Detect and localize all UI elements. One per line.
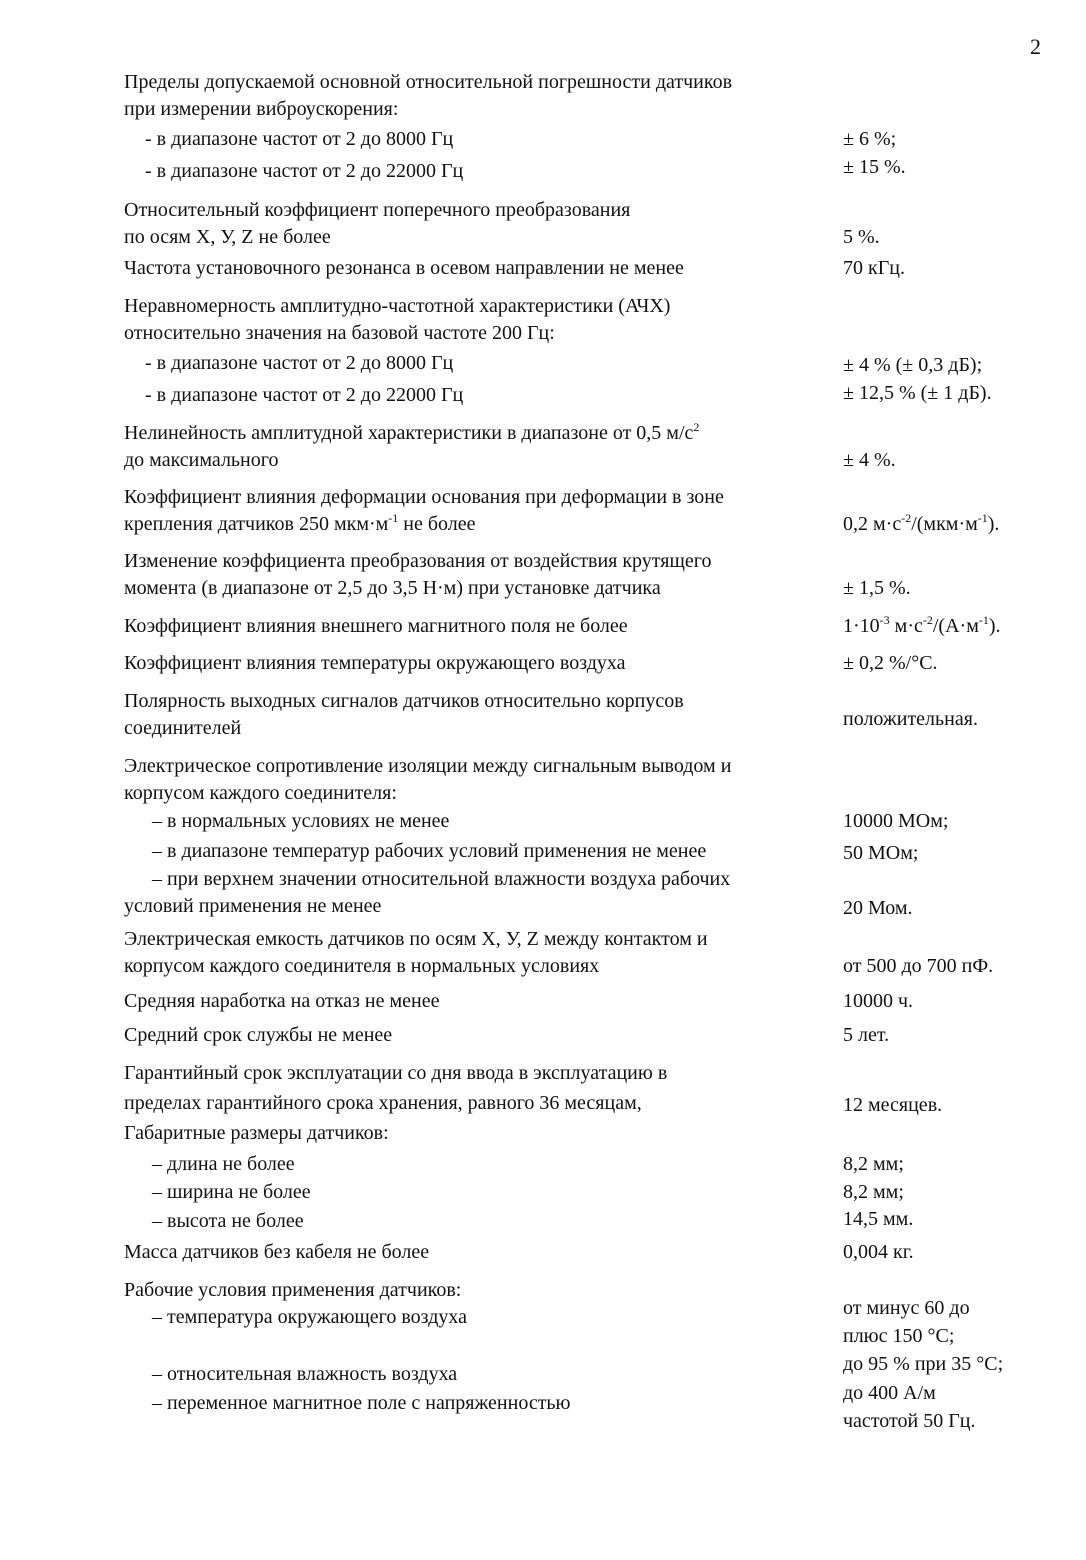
- spec-text: Нелинейность амплитудной характеристики в диапазоне от 0,5 $м/с^2$: [124, 420, 700, 444]
- spec-text: – температура окружающего воздуха: [152, 1306, 468, 1328]
- spec-text: Масса датчиков без кабеля не более: [124, 1241, 430, 1263]
- spec-text: – при верхнем значении относительной влажности воздуха рабочих: [152, 868, 731, 890]
- spec-value: ± 4 % (± 0,3 дБ);: [843, 354, 983, 376]
- spec-text: - в диапазоне частот от 2 до 8000 Гц: [145, 352, 454, 374]
- spec-text: – ширина не более: [152, 1181, 311, 1203]
- spec-text: пределах гарантийного срока хранения, равного 36 месяцам,: [124, 1092, 642, 1114]
- spec-text: – в нормальных условиях не менее: [152, 810, 450, 832]
- page-number: 2: [1030, 34, 1041, 59]
- spec-text: Пределы допускаемой основной относительной погрешности датчиков: [124, 71, 733, 93]
- spec-value: до 400 А/м: [843, 1382, 936, 1404]
- spec-text: корпусом каждого соединителя:: [124, 782, 397, 804]
- spec-value: 14,5 мм.: [843, 1208, 914, 1230]
- spec-text: – переменное магнитное поле с напряженностью: [152, 1392, 571, 1414]
- spec-value: 50 МОм;: [843, 842, 919, 864]
- spec-text: при измерении виброускорения:: [124, 98, 399, 120]
- spec-text: по осям X, У, Z не более: [124, 226, 331, 248]
- spec-value: ± 4 %.: [843, 449, 896, 471]
- spec-value: 5 %.: [843, 226, 880, 248]
- spec-text: – в диапазоне температур рабочих условий применения не менее: [152, 840, 707, 862]
- spec-text: до максимального: [124, 449, 279, 471]
- spec-value: $1\cdot 10^{-3}$ $м\cdot с^{-2}/(А\cdot м^{-1})$.: [843, 613, 1001, 637]
- spec-text: – длина не более: [152, 1153, 295, 1175]
- spec-value: от минус 60 до: [843, 1297, 970, 1319]
- spec-value: до 95 % при 35 °C;: [843, 1353, 1004, 1375]
- spec-text: условий применения не менее: [124, 895, 382, 917]
- spec-value: положительная.: [843, 708, 978, 730]
- spec-text: Полярность выходных сигналов датчиков относительно корпусов: [124, 690, 684, 712]
- spec-text: - в диапазоне частот от 2 до 22000 Гц: [145, 160, 464, 182]
- spec-text: Коэффициент влияния внешнего магнитного поля не более: [124, 615, 628, 637]
- spec-value: ± 15 %.: [843, 156, 906, 178]
- spec-text: Габаритные размеры датчиков:: [124, 1122, 389, 1144]
- spec-value: 8,2 мм;: [843, 1181, 904, 1203]
- spec-text: Коэффициент влияния деформации основания при деформации в зоне: [124, 486, 724, 508]
- spec-text: Коэффициент влияния температуры окружающего воздуха: [124, 652, 626, 674]
- spec-value: 10000 ч.: [843, 990, 914, 1012]
- spec-text: Электрическая емкость датчиков по осям X, У, Z между контактом и: [124, 928, 708, 950]
- spec-value: 70 кГц.: [843, 257, 905, 279]
- spec-value: плюс 150 °C;: [843, 1325, 955, 1347]
- spec-text: момента (в диапазоне от 2,5 до 3,5 Н·м) при установке датчика: [124, 577, 661, 599]
- spec-text: корпусом каждого соединителя в нормальных условиях: [124, 955, 600, 977]
- spec-text: - в диапазоне частот от 2 до 22000 Гц: [145, 384, 464, 406]
- spec-text: Изменение коэффициента преобразования от воздействия крутящего: [124, 550, 712, 572]
- spec-value: 0,004 кг.: [843, 1241, 914, 1263]
- spec-value: 20 Мом.: [843, 897, 913, 919]
- spec-text: крепления датчиков 250 $мкм\cdot м^{-1}$ не более: [124, 511, 476, 535]
- spec-value: 0,2 $м\cdot с^{-2}/(мкм\cdot м^{-1})$.: [843, 511, 1000, 535]
- spec-text: Рабочие условия применения датчиков:: [124, 1279, 462, 1301]
- spec-value: 10000 МОм;: [843, 810, 949, 832]
- spec-value: ± 1,5 %.: [843, 577, 911, 599]
- spec-text: - в диапазоне частот от 2 до 8000 Гц: [145, 128, 454, 150]
- spec-value: 5 лет.: [843, 1024, 890, 1046]
- spec-value: 12 месяцев.: [843, 1094, 943, 1116]
- spec-text: – высота не более: [152, 1210, 304, 1232]
- spec-text: – относительная влажность воздуха: [152, 1363, 458, 1385]
- spec-text: относительно значения на базовой частоте 200 Гц:: [124, 322, 555, 344]
- spec-value: 8,2 мм;: [843, 1153, 904, 1175]
- spec-value: ± 6 %;: [843, 128, 897, 150]
- spec-text: Неравномерность амплитудно-частотной характеристики (АЧХ): [124, 295, 671, 317]
- spec-text: соединителей: [124, 717, 242, 739]
- spec-text: Частота установочного резонанса в осевом направлении не менее: [124, 257, 684, 279]
- spec-value: частотой 50 Гц.: [843, 1410, 976, 1432]
- spec-text: Гарантийный срок эксплуатации со дня ввода в эксплуатацию в: [124, 1062, 668, 1084]
- spec-value: ± 0,2 %/°C.: [843, 652, 938, 674]
- spec-value: ± 12,5 % (± 1 дБ).: [843, 382, 992, 404]
- spec-text: Относительный коэффициент поперечного преобразования: [124, 199, 631, 221]
- spec-text: Электрическое сопротивление изоляции между сигнальным выводом и: [124, 755, 732, 777]
- spec-value: от 500 до 700 пФ.: [843, 955, 994, 977]
- spec-text: Средняя наработка на отказ не менее: [124, 990, 440, 1012]
- spec-text: Средний срок службы не менее: [124, 1024, 393, 1046]
